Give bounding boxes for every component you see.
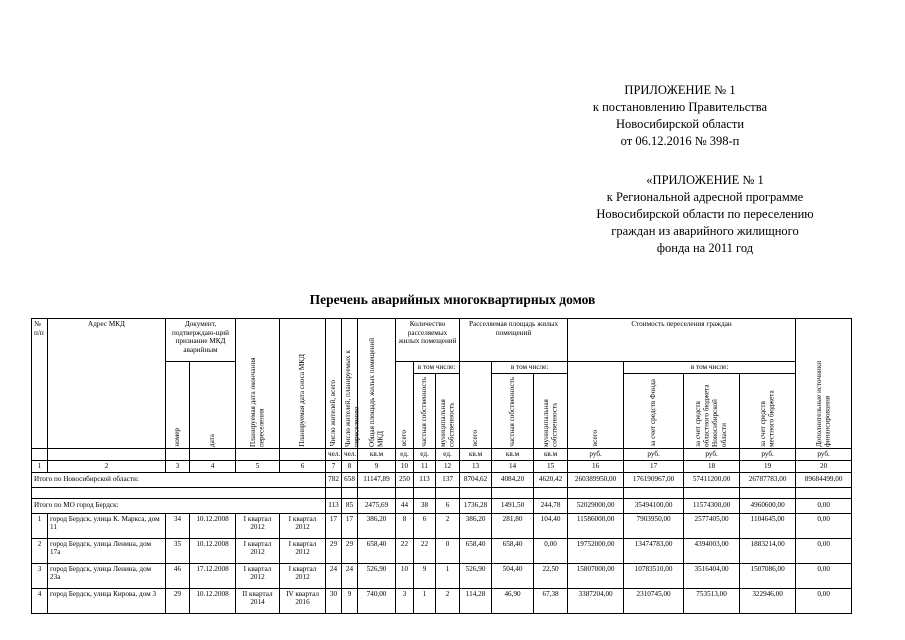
table-cell: 10 xyxy=(396,563,414,588)
header-cost-total xyxy=(568,362,624,449)
column-number: 5 xyxy=(236,460,280,472)
row-address: город Бердск, улица Кирова, дом 3 xyxy=(48,588,166,613)
header-area-total-text: всего xyxy=(471,430,480,447)
spacer-cell xyxy=(460,487,492,498)
table-cell: 176190967,00 xyxy=(624,472,684,487)
column-number: 4 xyxy=(190,460,236,472)
table-cell: 250 xyxy=(396,472,414,487)
header-cost-local xyxy=(740,373,796,448)
spacer-row xyxy=(32,487,852,498)
table-cell: 658 xyxy=(342,472,358,487)
header-additional xyxy=(796,319,852,449)
row-number: 3 xyxy=(32,563,48,588)
table-cell: 1507086,00 xyxy=(740,563,796,588)
table-row xyxy=(32,513,852,538)
spacer-cell xyxy=(358,487,396,498)
table-cell: 1 xyxy=(436,563,460,588)
header-residents-total xyxy=(326,319,342,449)
table-cell: 8704,62 xyxy=(460,472,492,487)
header-count-total xyxy=(396,362,414,449)
row-planned-end: II квартал 2014 xyxy=(236,588,280,613)
header-doc-date xyxy=(190,362,236,449)
column-number: 18 xyxy=(684,460,740,472)
total-mo-row xyxy=(32,498,852,513)
row-number: 1 xyxy=(32,513,48,538)
unit-cell: кв.м xyxy=(534,448,568,460)
table-cell: 137 xyxy=(436,472,460,487)
spacer-cell xyxy=(492,487,534,498)
header-count-municipal-text: муниципальная собственность xyxy=(438,398,456,447)
column-number: 2 xyxy=(48,460,166,472)
spacer-cell xyxy=(32,487,326,498)
table-cell: 2310745,00 xyxy=(624,588,684,613)
table-cell: 9 xyxy=(414,563,436,588)
spacer-cell xyxy=(740,487,796,498)
table-cell: 113 xyxy=(326,498,342,513)
table-cell: 22,50 xyxy=(534,563,568,588)
spacer-cell xyxy=(534,487,568,498)
unit-cell: чел. xyxy=(342,448,358,460)
spacer-cell xyxy=(568,487,624,498)
header-area-private xyxy=(492,373,534,448)
unit-cell: руб. xyxy=(624,448,684,460)
header-cost-group: Стоимость переселения граждан xyxy=(568,319,796,362)
header-area-group: Расселяемая площадь жилых помещений xyxy=(460,319,568,362)
row-doc-number: 34 xyxy=(166,513,190,538)
row-planned-demolition: I квартал 2012 xyxy=(280,563,326,588)
header-area-total xyxy=(460,362,492,449)
header-cost-fund xyxy=(624,373,684,448)
appendix-header-program xyxy=(560,172,850,257)
spacer-cell xyxy=(414,487,436,498)
table-cell: 1 xyxy=(414,588,436,613)
column-number: 13 xyxy=(460,460,492,472)
table-cell: 322946,00 xyxy=(740,588,796,613)
table-cell: 658,40 xyxy=(492,538,534,563)
header-residents-planned xyxy=(342,319,361,449)
unit-cell xyxy=(280,448,326,460)
row-planned-demolition: I квартал 2012 xyxy=(280,538,326,563)
table-cell: 104,40 xyxy=(534,513,568,538)
appendix-header-resolution xyxy=(555,82,805,150)
appendix2-line: граждан из аварийного жилищного xyxy=(611,224,799,238)
table-cell: 17 xyxy=(326,513,342,538)
table-cell: 4394003,00 xyxy=(684,538,740,563)
column-number: 12 xyxy=(436,460,460,472)
row-number: 4 xyxy=(32,588,48,613)
appendix2-line: к Региональной адресной программе xyxy=(606,190,804,204)
table-cell: 753513,00 xyxy=(684,588,740,613)
header-num: № п/п xyxy=(32,319,48,449)
table-cell: 386,20 xyxy=(460,513,492,538)
header-count-private xyxy=(414,373,436,448)
spacer-cell xyxy=(436,487,460,498)
table-cell: 260389950,00 xyxy=(568,472,624,487)
table-cell: 11574300,00 xyxy=(684,498,740,513)
table-cell: 0 xyxy=(436,538,460,563)
table-cell: 114,28 xyxy=(460,588,492,613)
table-cell: 0,00 xyxy=(534,538,568,563)
header-area-private-text: частная собственность xyxy=(508,376,517,447)
appendix2-line: «ПРИЛОЖЕНИЕ № 1 xyxy=(646,173,764,187)
unit-cell xyxy=(166,448,190,460)
header-doc-number-text: номер xyxy=(173,427,182,447)
table-cell: 3387204,00 xyxy=(568,588,624,613)
table-cell: 4084,20 xyxy=(492,472,534,487)
table-cell: 526,90 xyxy=(460,563,492,588)
table-cell: 10783510,00 xyxy=(624,563,684,588)
unit-cell: ед. xyxy=(414,448,436,460)
table-cell: 85 xyxy=(342,498,358,513)
table-cell: 1104645,00 xyxy=(740,513,796,538)
header-count-incl: в том числе: xyxy=(414,362,460,374)
row-doc-date: 10.12.2008 xyxy=(190,513,236,538)
table-cell: 1883214,00 xyxy=(740,538,796,563)
header-residents-planned-text: Число жителей, планируемых к переселению xyxy=(344,349,361,447)
unit-cell xyxy=(236,448,280,460)
row-planned-end: I квартал 2012 xyxy=(236,538,280,563)
table-cell: 6 xyxy=(436,498,460,513)
row-number: 2 xyxy=(32,538,48,563)
column-number: 14 xyxy=(492,460,534,472)
header-area-municipal-text: муниципальная собственность xyxy=(541,398,559,447)
header-count-group: Количество расселяемых жилых помещений xyxy=(396,319,460,362)
table-cell: 17 xyxy=(342,513,358,538)
column-numbers-row xyxy=(32,460,852,472)
spacer-cell xyxy=(396,487,414,498)
row-planned-end: I квартал 2012 xyxy=(236,513,280,538)
table-cell: 740,00 xyxy=(358,588,396,613)
header-cost-total-text: всего xyxy=(591,430,600,447)
column-number: 9 xyxy=(358,460,396,472)
header-count-total-text: всего xyxy=(400,430,409,447)
table-cell: 3516404,00 xyxy=(684,563,740,588)
table-row xyxy=(32,588,852,613)
row-address: город Бердск, улица Ленина, дом 23а xyxy=(48,563,166,588)
spacer-cell xyxy=(342,487,358,498)
column-number: 3 xyxy=(166,460,190,472)
header-doc-number xyxy=(166,362,190,449)
header-document: Документ, подтверждаю-щий признание МКД аварийным xyxy=(166,319,236,362)
table-cell: 2 xyxy=(436,588,460,613)
total-region-label: Итого по Новосибирской области: xyxy=(32,472,326,487)
table-cell: 52029000,00 xyxy=(568,498,624,513)
table-cell: 26787783,00 xyxy=(740,472,796,487)
table-cell: 0,00 xyxy=(796,588,852,613)
column-number: 20 xyxy=(796,460,852,472)
spacer-cell xyxy=(326,487,342,498)
table-cell: 9 xyxy=(342,588,358,613)
table-cell: 504,40 xyxy=(492,563,534,588)
table-cell: 11147,89 xyxy=(358,472,396,487)
header-cost-local-text: за счет средств местного бюджета xyxy=(759,389,776,447)
table-cell: 6 xyxy=(414,513,436,538)
row-doc-number: 46 xyxy=(166,563,190,588)
table-cell: 15807000,00 xyxy=(568,563,624,588)
unit-cell: кв.м xyxy=(358,448,396,460)
header-planned-end xyxy=(236,319,280,449)
table-cell: 19752000,00 xyxy=(568,538,624,563)
table-cell: 0,00 xyxy=(796,538,852,563)
appendix2-line: Новосибирской области по переселению xyxy=(596,207,814,221)
header-count-municipal xyxy=(436,373,460,448)
table-cell: 13474783,00 xyxy=(624,538,684,563)
header-address: Адрес МКД xyxy=(48,319,166,449)
table-cell: 67,38 xyxy=(534,588,568,613)
appendix1-line: к постановлению Правительства xyxy=(592,100,768,114)
table-cell: 35494100,00 xyxy=(624,498,684,513)
unit-cell: ед. xyxy=(396,448,414,460)
table-cell: 11586000,00 xyxy=(568,513,624,538)
table-cell: 658,40 xyxy=(358,538,396,563)
total-mo-label: Итого по МО город Бердск: xyxy=(32,498,326,513)
unit-cell: руб. xyxy=(568,448,624,460)
header-cost-regional-text: за счет средств областного бюджета Новосибирской области xyxy=(694,384,729,447)
table-cell: 7903950,00 xyxy=(624,513,684,538)
table-cell: 24 xyxy=(326,563,342,588)
column-number: 7 xyxy=(326,460,342,472)
row-doc-date: 10.12.2008 xyxy=(190,588,236,613)
row-doc-date: 17.12.2008 xyxy=(190,563,236,588)
column-number: 15 xyxy=(534,460,568,472)
table-cell: 2577405,00 xyxy=(684,513,740,538)
table-cell: 0,00 xyxy=(796,498,852,513)
table-cell: 782 xyxy=(326,472,342,487)
spacer-cell xyxy=(796,487,852,498)
column-number: 19 xyxy=(740,460,796,472)
header-cost-fund-text: за счет средств Фонда xyxy=(649,378,658,447)
row-doc-number: 29 xyxy=(166,588,190,613)
table-cell: 526,90 xyxy=(358,563,396,588)
table-cell: 386,20 xyxy=(358,513,396,538)
table-cell: 4620,42 xyxy=(534,472,568,487)
header-cost-regional xyxy=(684,373,740,448)
row-planned-demolition: IV квартал 2016 xyxy=(280,588,326,613)
header-area-incl: в том числе: xyxy=(492,362,568,374)
unit-cell: чел. xyxy=(326,448,342,460)
document-title: Перечень аварийных многоквартирных домов xyxy=(309,292,596,307)
table-cell: 4960600,00 xyxy=(740,498,796,513)
table-cell: 1736,28 xyxy=(460,498,492,513)
header-planned-demolition-text: Планируемая дата сноса МКД xyxy=(298,353,307,447)
table-cell: 29 xyxy=(326,538,342,563)
table-cell: 2475,69 xyxy=(358,498,396,513)
table-cell: 44 xyxy=(396,498,414,513)
emergency-buildings-table xyxy=(31,318,852,614)
total-region-row xyxy=(32,472,852,487)
column-number: 16 xyxy=(568,460,624,472)
unit-cell: руб. xyxy=(684,448,740,460)
header-residents-total-text: Число жителей, всего xyxy=(329,380,338,447)
row-planned-end: I квартал 2012 xyxy=(236,563,280,588)
appendix1-line: Новосибирской области xyxy=(615,117,745,131)
table-cell: 244,78 xyxy=(534,498,568,513)
header-count-private-text: частная собственность xyxy=(420,376,429,447)
column-number: 6 xyxy=(280,460,326,472)
appendix1-line: ПРИЛОЖЕНИЕ № 1 xyxy=(624,83,736,97)
table-cell: 0,00 xyxy=(796,563,852,588)
table-cell: 2 xyxy=(436,513,460,538)
table-cell: 8 xyxy=(396,513,414,538)
header-cost-incl: в том числе: xyxy=(624,362,796,374)
table-cell: 113 xyxy=(414,472,436,487)
column-number: 11 xyxy=(414,460,436,472)
table-cell: 658,40 xyxy=(460,538,492,563)
appendix2-line: фонда на 2011 год xyxy=(656,241,754,255)
table-cell: 89684499,00 xyxy=(796,472,852,487)
column-number: 17 xyxy=(624,460,684,472)
column-number: 10 xyxy=(396,460,414,472)
table-cell: 22 xyxy=(414,538,436,563)
header-additional-text: Дополнительные источники финансирования xyxy=(815,360,832,447)
column-number: 1 xyxy=(32,460,48,472)
unit-cell xyxy=(32,448,48,460)
appendix1-line: от 06.12.2016 № 398-п xyxy=(620,134,740,148)
column-number: 8 xyxy=(342,460,358,472)
table-cell: 281,80 xyxy=(492,513,534,538)
table-cell: 57411200,00 xyxy=(684,472,740,487)
table-cell: 0,00 xyxy=(796,513,852,538)
unit-cell xyxy=(190,448,236,460)
header-area-municipal xyxy=(534,373,568,448)
row-address: город Бердск, улица К. Маркса, дом 11 xyxy=(48,513,166,538)
table-row xyxy=(32,563,852,588)
unit-cell: кв.м xyxy=(460,448,492,460)
header-planned-end-text: Планируемая дата окончания переселения xyxy=(248,357,266,447)
unit-cell: руб. xyxy=(796,448,852,460)
unit-cell: кв.м xyxy=(492,448,534,460)
table-cell: 46,90 xyxy=(492,588,534,613)
table-cell: 29 xyxy=(342,538,358,563)
table-cell: 30 xyxy=(326,588,342,613)
spacer-cell xyxy=(684,487,740,498)
row-planned-demolition: I квартал 2012 xyxy=(280,513,326,538)
header-doc-date-text: дата xyxy=(208,433,217,447)
unit-cell xyxy=(48,448,166,460)
table-cell: 1491,50 xyxy=(492,498,534,513)
header-planned-demolition xyxy=(280,319,326,449)
row-doc-date: 10.12.2008 xyxy=(190,538,236,563)
row-address: город Бердск, улица Ленина, дом 17а xyxy=(48,538,166,563)
row-doc-number: 35 xyxy=(166,538,190,563)
table-row xyxy=(32,538,852,563)
table-cell: 38 xyxy=(414,498,436,513)
units-row xyxy=(32,448,852,460)
unit-cell: ед. xyxy=(436,448,460,460)
table-cell: 22 xyxy=(396,538,414,563)
header-total-area xyxy=(358,319,396,449)
unit-cell: руб. xyxy=(740,448,796,460)
header-total-area-text: Общая площадь жилых помещений МКД xyxy=(367,337,385,447)
spacer-cell xyxy=(624,487,684,498)
table-cell: 3 xyxy=(396,588,414,613)
table-cell: 24 xyxy=(342,563,358,588)
